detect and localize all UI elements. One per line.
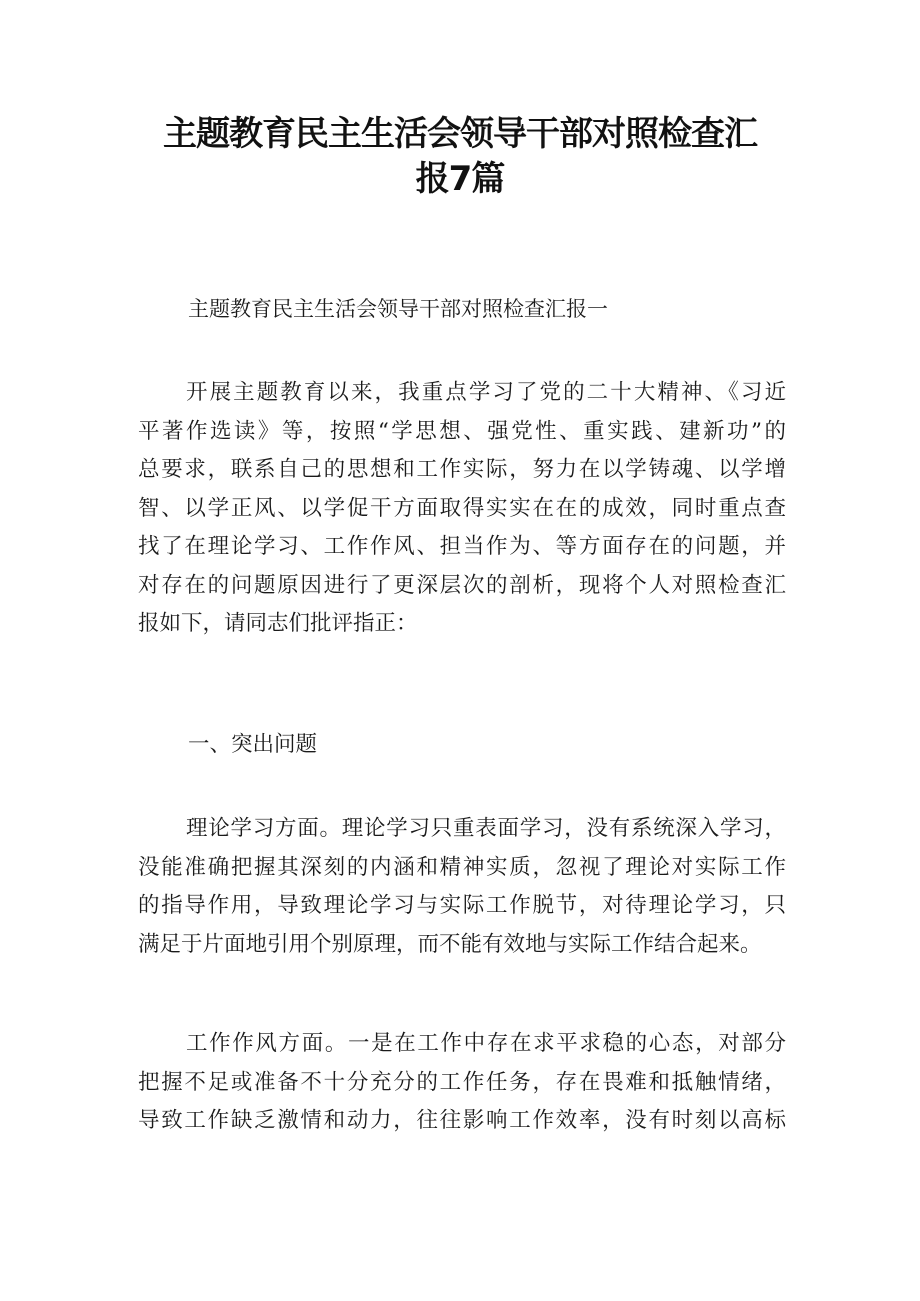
paragraph-line: 导致工作缺乏激情和动力，往往影响工作效率，没有时刻以高标 <box>138 1108 786 1133</box>
paragraph-line: 的指导作用，导致理论学习与实际工作脱节，对待理论学习，只 <box>138 893 786 918</box>
paragraph-line: 平著作选读》等，按照“学思想、强党性、重实践、建新功”的 <box>138 418 786 444</box>
document-title-line-2: 报7篇 <box>415 159 505 199</box>
paragraph-line: 开展主题教育以来，我重点学习了党的二十大精神、《习近 <box>186 380 786 405</box>
paragraph-line: 满足于片面地引用个别原理，而不能有效地与实际工作结合起来。 <box>138 931 762 957</box>
paragraph-line: 把握不足或准备不十分充分的工作任务，存在畏难和抵触情绪， <box>138 1069 786 1095</box>
paragraph-line: 没能准确把握其深刻的内涵和精神实质，忽视了理论对实际工作 <box>138 854 786 880</box>
paragraph-line: 工作作风方面。一是在工作中存在求平求稳的心态，对部分 <box>186 1031 786 1056</box>
document-title-line-1: 主题教育民主生活会领导干部对照检查汇 <box>163 114 757 154</box>
report-subtitle: 主题教育民主生活会领导干部对照检查汇报一 <box>188 297 608 321</box>
paragraph-line: 理论学习方面。理论学习只重表面学习，没有系统深入学习， <box>186 816 786 841</box>
theory-study-paragraph <box>138 810 786 964</box>
paragraph-line: 对存在的问题原因进行了更深层次的剖析，现将个人对照检查汇 <box>138 572 786 598</box>
paragraph-line: 找了在理论学习、工作作风、担当作为、等方面存在的问题，并 <box>138 534 786 559</box>
paragraph-line: 智、以学正风、以学促干方面取得实实在在的成效，同时重点查 <box>138 495 786 521</box>
intro-paragraph <box>138 374 786 644</box>
paragraph-line: 报如下，请同志们批评指正： <box>138 611 418 636</box>
section-heading: 一、突出问题 <box>188 732 318 757</box>
paragraph-line: 总要求，联系自己的思想和工作实际，努力在以学铸魂、以学增 <box>138 457 786 482</box>
work-style-paragraph <box>138 1025 786 1141</box>
